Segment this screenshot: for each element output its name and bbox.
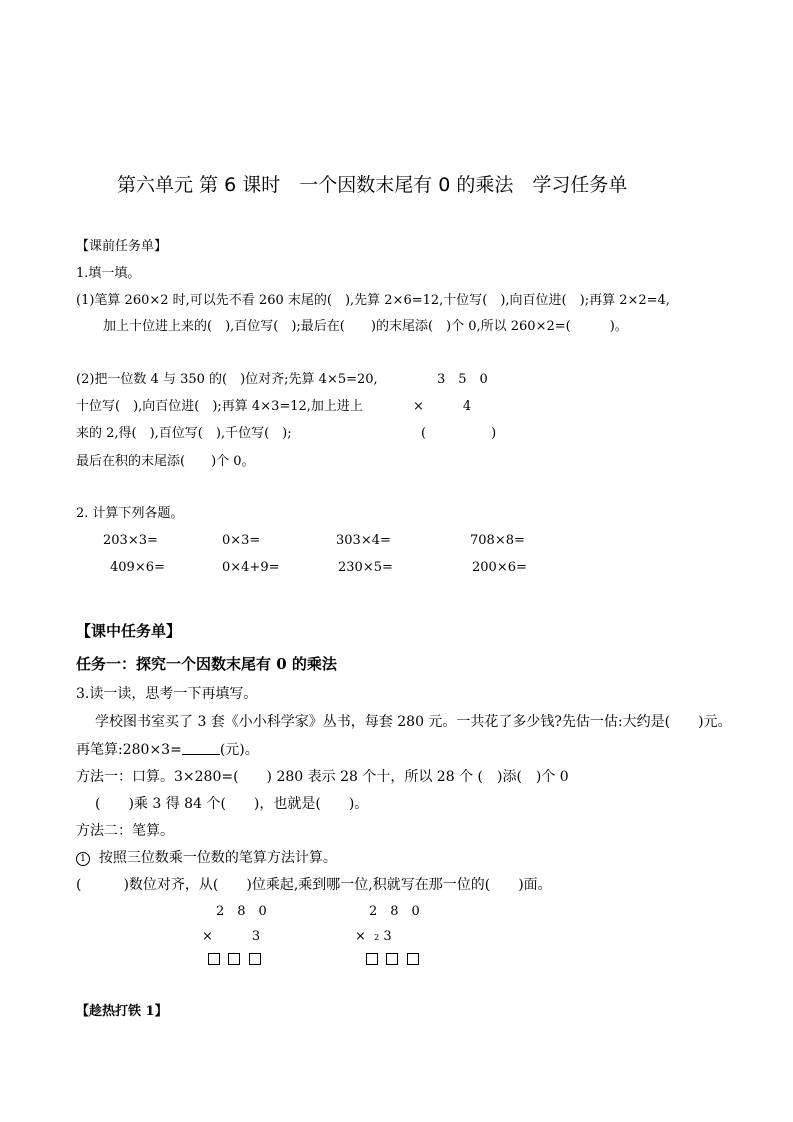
- step-1: [76, 851, 337, 866]
- step-1-fill: ( )数位对齐，从( )位乘起,乘到哪一位,积就写在那一位的( )面。: [76, 877, 552, 893]
- q1-part2-line2: 十位写( ),向百位进( );再算 4×3=12,加上进上: [76, 399, 363, 414]
- answer-blank[interactable]: [182, 743, 220, 755]
- vertical-calc-2-answer-boxes: [366, 953, 419, 968]
- answer-box[interactable]: [208, 953, 220, 965]
- q3-line1: 学校图书室买了 3 套《小小科学家》丛书，每套 280 元。一共花了多少钱?先估一估:大约是( )元。: [95, 714, 732, 730]
- vertical-calc-answer: ( ): [421, 426, 497, 441]
- step-1-text: 按照三位数乘一位数的笔算方法计算。: [98, 850, 337, 866]
- question-3-label: 3.读一读，思考一下再填写。: [76, 686, 258, 702]
- calc-item: 0×3=: [222, 533, 261, 548]
- calc-item: 708×8=: [470, 533, 525, 548]
- answer-box[interactable]: [228, 953, 240, 965]
- practice-header: 【趁热打铁 1】: [76, 1004, 168, 1019]
- q3-line2-prefix: 再笔算:280×3=: [76, 742, 182, 758]
- q1-part1-line2: 加上十位进上来的( ),百位写( );最后在( )的末尾添( )个 0,所以 260×2=( )。: [103, 319, 628, 334]
- question-1-label: 1.填一填。: [76, 266, 141, 281]
- calc-item: 230×5=: [338, 560, 393, 575]
- carry-digit: 2: [374, 933, 380, 942]
- vertical-calc-top: 3 5 0: [437, 372, 488, 387]
- multiplier-digit: 3: [383, 929, 392, 944]
- calc-item: 303×4=: [336, 533, 391, 548]
- pre-class-header: 【课前任务单】: [76, 239, 168, 254]
- vertical-calc-2-top: 2 8 0: [369, 904, 420, 919]
- calc-item: 0×4+9=: [222, 560, 280, 575]
- task-1-title: 任务一：探究一个因数末尾有 0 的乘法: [76, 655, 337, 673]
- vertical-calc-1-top: 2 8 0: [216, 904, 267, 919]
- answer-box[interactable]: [249, 953, 261, 965]
- vertical-calc-1-multiplier: × 3: [202, 929, 261, 944]
- answer-box[interactable]: [386, 953, 398, 965]
- method-2-label: 方法二：笔算。: [76, 823, 174, 839]
- q1-part2-line4: 最后在积的末尾添( )个 0。: [76, 454, 255, 469]
- question-2-label: 2. 计算下列各题。: [76, 506, 184, 521]
- circled-number-icon: 1: [76, 852, 90, 866]
- q1-part1-line1: (1)笔算 260×2 时,可以先不看 260 末尾的( ),先算 2×6=12,十位写( ),向百位进( );再算 2×2=4,: [76, 293, 670, 308]
- method-1-line2: ( )乘 3 得 84 个( )，也就是( )。: [95, 796, 369, 812]
- q1-part2-line3: 来的 2,得( ),百位写( ),千位写( );: [76, 426, 292, 441]
- in-class-header: 【课中任务单】: [76, 622, 182, 640]
- q3-line2-suffix: (元)。: [219, 742, 259, 758]
- vertical-calc-multiplier: × 4: [413, 399, 472, 414]
- q1-part2-line1: (2)把一位数 4 与 350 的( )位对齐;先算 4×5=20,: [76, 372, 378, 387]
- answer-box[interactable]: [366, 953, 378, 965]
- vertical-calc-2-multiplier: [355, 930, 392, 943]
- times-sign: ×: [355, 929, 366, 944]
- q3-line2: [76, 743, 259, 757]
- calc-item: 203×3=: [103, 533, 158, 548]
- calc-item: 409×6=: [110, 560, 165, 575]
- method-1-line1: 方法一：口算。3×280=( ) 280 表示 28 个十，所以 28 个 ( )添( )个 0: [76, 769, 569, 785]
- vertical-calc-1-answer-boxes: [208, 953, 261, 968]
- answer-box[interactable]: [407, 953, 419, 965]
- page-title: 第六单元 第 6 课时 一个因数末尾有 0 的乘法 学习任务单: [117, 174, 628, 196]
- calc-item: 200×6=: [472, 560, 527, 575]
